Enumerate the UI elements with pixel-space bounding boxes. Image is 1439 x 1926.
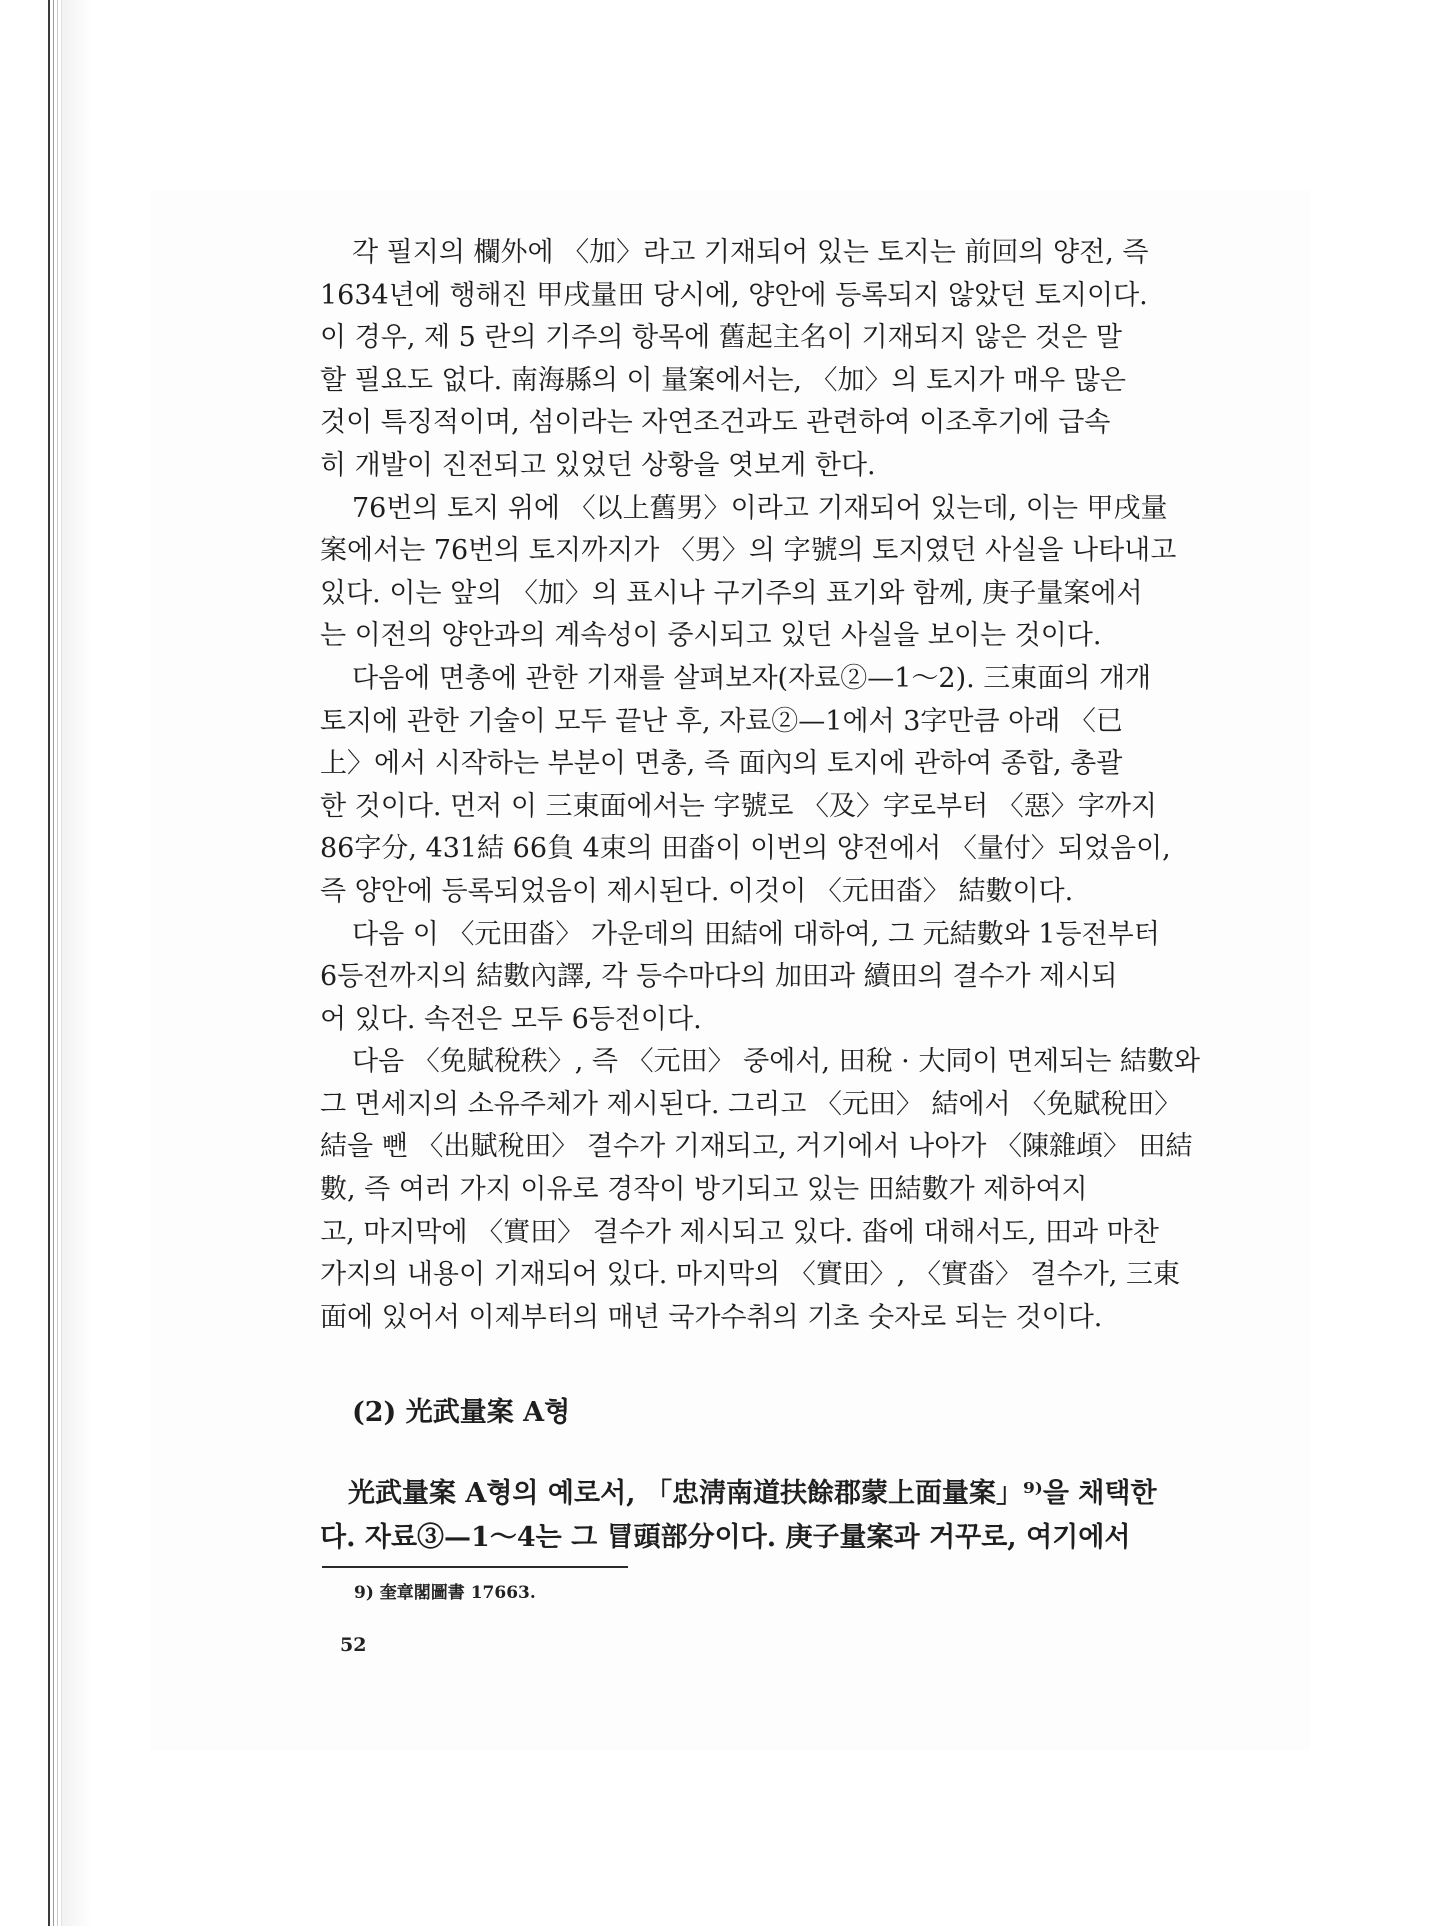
text-line: 1634년에 행해진 甲戌量田 당시에, 양안에 등록되지 않았던 토지이다.: [320, 279, 1148, 311]
text-line: 結을 뺀 〈出賦稅田〉 결수가 기재되고, 거기에서 나아가 〈陳雜頉〉 田結: [320, 1131, 1193, 1163]
text-line: 그 면세지의 소유주체가 제시된다. 그리고 〈元田〉 結에서 〈免賦稅田〉: [320, 1088, 1182, 1120]
footnote-rule: [322, 1566, 628, 1568]
paragraph: [320, 1041, 1280, 1339]
body-text: [320, 232, 1280, 1339]
text-line: 이 경우, 제 5 란의 기주의 항목에 舊起主名이 기재되지 않은 것은 말: [320, 322, 1122, 354]
page-edge-line: [57, 0, 58, 1926]
paragraph: [320, 232, 1280, 488]
text-line: 히 개발이 진전되고 있었던 상황을 엿보게 한다.: [320, 449, 876, 481]
text-line: 즉 양안에 등록되었음이 제시된다. 이것이 〈元田畓〉 結數이다.: [320, 875, 1074, 907]
footnote: 9) 奎章閣圖書 17663.: [354, 1583, 536, 1603]
page-edge-line: [48, 0, 50, 1926]
text-line: 있다. 이는 앞의 〈加〉의 표시나 구기주의 표기와 함께, 庚子量案에서: [320, 577, 1143, 609]
text-line: 가지의 내용이 기재되어 있다. 마지막의 〈實田〉, 〈實畓〉 결수가, 三東: [320, 1259, 1180, 1291]
text-line: 고, 마지막에 〈實田〉 결수가 제시되고 있다. 畓에 대해서도, 田과 마찬: [320, 1216, 1159, 1248]
text-line: 76번의 토지 위에 〈以上舊男〉이라고 기재되어 있는데, 이는 甲戌量: [352, 492, 1168, 524]
text-line: 面에 있어서 이제부터의 매년 국가수취의 기초 숫자로 되는 것이다.: [320, 1301, 1103, 1333]
text-line: 어 있다. 속전은 모두 6등전이다.: [320, 1003, 702, 1035]
text-line: 각 필지의 欄外에 〈加〉라고 기재되어 있는 토지는 前回의 양전, 즉: [352, 237, 1149, 268]
text-line: 光武量案 A형의 예로서, 「忠淸南道扶餘郡蒙上面量案」⁹⁾을 채택한: [348, 1478, 1157, 1509]
page-edge-shadow: [62, 0, 92, 1926]
text-line: 案에서는 76번의 토지까지가 〈男〉의 字號의 토지였던 사실을 나타내고: [320, 535, 1177, 567]
text-line: 다. 자료③—1～4는 그 冒頭部分이다. 庚子量案과 거꾸로, 여기에서: [320, 1522, 1131, 1553]
text-line: 다음 이 〈元田畓〉 가운데의 田結에 대하여, 그 元結數와 1등전부터: [352, 918, 1160, 950]
text-line: 는 이전의 양안과의 계속성이 중시되고 있던 사실을 보이는 것이다.: [320, 620, 1102, 652]
section-text: [320, 1472, 1280, 1560]
section-heading: (2) 光武量案 A형: [352, 1397, 571, 1428]
text-line: 할 필요도 없다. 南海縣의 이 量案에서는, 〈加〉의 토지가 매우 많은: [320, 364, 1126, 396]
text-line: 토지에 관한 기술이 모두 끝난 후, 자료②—1에서 3字만큼 아래 〈已: [320, 705, 1123, 737]
text-line: 86字分, 431結 66負 4束의 田畓이 이번의 양전에서 〈量付〉되었음이,: [320, 833, 1171, 865]
text-line: 것이 특징적이며, 섬이라는 자연조건과도 관련하여 이조후기에 급속: [320, 407, 1111, 439]
page-number: 52: [340, 1634, 367, 1656]
page-edge-line: [53, 0, 54, 1926]
text-line: 다음 〈免賦稅秩〉, 즉 〈元田〉 중에서, 田稅 · 大同이 면제되는 結數와: [352, 1046, 1200, 1078]
text-line: 한 것이다. 먼저 이 三東面에서는 字號로 〈及〉字로부터 〈惡〉字까지: [320, 790, 1157, 822]
text-line: 數, 즉 여러 가지 이유로 경작이 방기되고 있는 田結數가 제하여지: [320, 1174, 1088, 1206]
text-line: 上〉에서 시작하는 부분이 면총, 즉 面內의 토지에 관하여 종합, 총괄: [320, 748, 1123, 780]
paragraph: [320, 658, 1280, 914]
text-line: 6등전까지의 結數內譯, 각 등수마다의 加田과 續田의 결수가 제시되: [320, 961, 1118, 993]
text-line: 다음에 면총에 관한 기재를 살펴보자(자료②—1～2). 三東面의 개개: [352, 662, 1152, 694]
paragraph: [320, 488, 1280, 658]
paragraph: [320, 914, 1280, 1042]
